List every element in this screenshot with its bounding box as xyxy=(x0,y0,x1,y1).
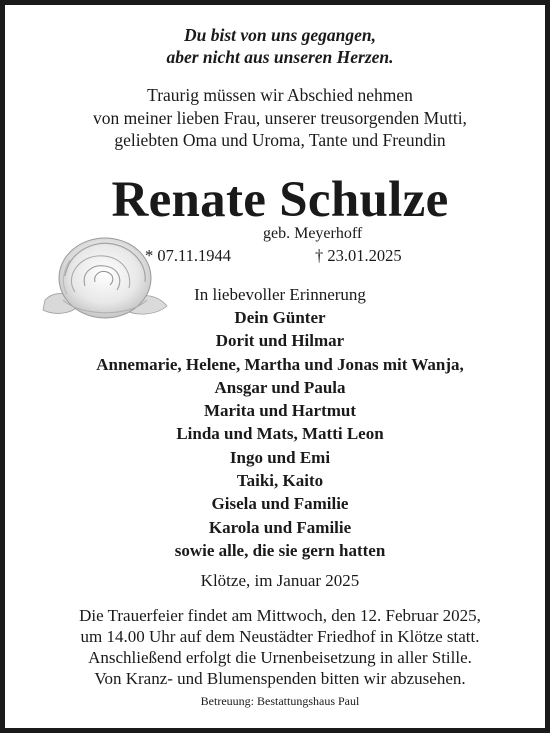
intro-line: Traurig müssen wir Abschied nehmen xyxy=(147,85,413,105)
service-line: um 14.00 Uhr auf dem Neustädter Friedhof in Klötze statt. xyxy=(80,627,480,646)
motto xyxy=(5,24,550,68)
motto-line: aber nicht aus unseren Herzen. xyxy=(166,47,394,67)
intro-line: von meiner lieben Frau, unserer treusorgenden Mutti, xyxy=(93,107,467,128)
mourner-line: Taiki, Kaito xyxy=(236,471,324,491)
mourner-line: Annemarie, Helene, Martha und Jonas mit Wanja, xyxy=(96,354,464,374)
service-info xyxy=(5,605,550,689)
motto-line: Du bist von uns gegangen, xyxy=(183,25,377,45)
mourner-line: Karola und Familie xyxy=(208,517,352,537)
service-line: Von Kranz- und Blumenspenden bitten wir abzusehen. xyxy=(94,669,466,688)
mourner-line: Dorit und Hilmar xyxy=(215,331,345,351)
mourner-line: Marita und Hartmut xyxy=(203,401,357,421)
intro-line: geliebten Oma und Uroma, Tante und Freundin xyxy=(114,130,446,150)
mourner-line: Gisela und Familie xyxy=(211,494,349,514)
memory-line: In liebevoller Erinnerung xyxy=(194,285,366,304)
mourner-line: Linda und Mats, Matti Leon xyxy=(176,424,384,444)
mourner-line: Ingo und Emi xyxy=(229,447,331,467)
service-line: Die Trauerfeier findet am Mittwoch, den 12. Februar 2025, xyxy=(79,606,481,625)
funeral-home-credit: Betreuung: Bestattungshaus Paul xyxy=(200,694,360,708)
mourners-list xyxy=(5,306,550,562)
birth-date: * 07.11.1944 xyxy=(145,246,232,265)
death-date: † 23.01.2025 xyxy=(315,246,402,265)
service-line: Anschließend erfolgt die Urnenbeisetzung in aller Stille. xyxy=(88,648,472,667)
mourner-line: sowie alle, die sie gern hatten xyxy=(174,540,386,560)
intro-text xyxy=(5,84,550,152)
deceased-name: Renate Schulze xyxy=(111,172,449,228)
place-date: Klötze, im Januar 2025 xyxy=(200,571,360,590)
mourner-line: Ansgar und Paula xyxy=(214,377,346,397)
mourner-line: Dein Günter xyxy=(234,308,326,327)
born-name: geb. Meyerhoff xyxy=(263,225,363,242)
